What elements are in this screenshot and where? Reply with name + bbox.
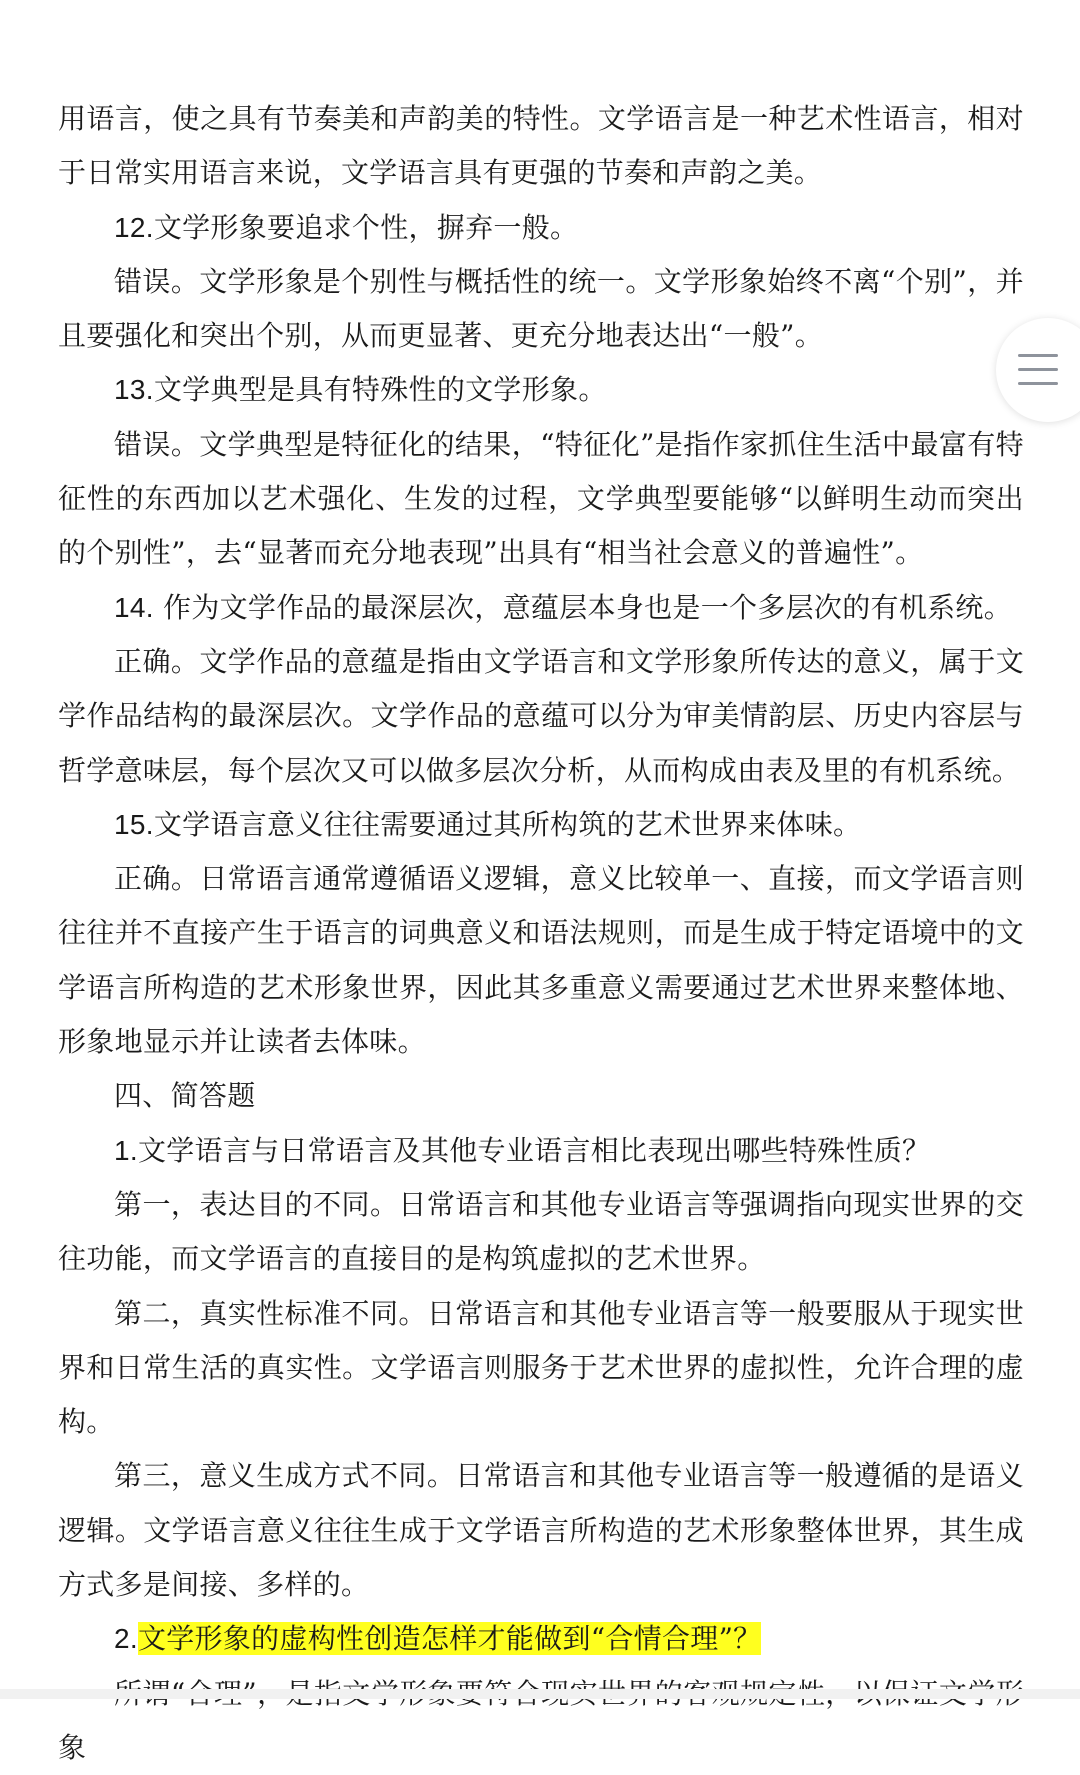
question-number: 1. [114,1134,138,1166]
paragraph-text: 用语言，使之具有节奏美和声韵美的特性。文学语言是一种艺术性语言，相对于日常实用语言来说，文学语言具有更强的节奏和声韵之美。 [58,102,1024,190]
question-text: 文学语言意义往往需要通过其所构筑的艺术世界来体味。 [153,807,862,841]
paragraph [58,92,1024,201]
question-number: 13. [114,374,154,406]
question-text: 作为文学作品的最深层次，意蕴层本身也是一个多层次的有机系统。 [153,590,1013,624]
answer-paragraph [58,1287,1024,1450]
question-item [58,363,1024,417]
answer-paragraph [58,255,1024,364]
highlighted-question-text: 文学形象的虚构性创造怎样才能做到“合情合理”？ [137,1622,762,1656]
question-number: 2. [114,1623,138,1655]
question-item [58,581,1024,635]
paragraph-text: 正确。日常语言通常遵循语义逻辑，意义比较单一、直接，而文学语言则往往并不直接产生于语言的词典意义和语法规则，而是生成于特定语境中的文学语言所构造的艺术形象世界，因此其多重意义需要通过艺术世界来整体地、形象地显示并让读者去体味。 [58,862,1024,1059]
paragraph-text: 第一，表达目的不同。日常语言和其他专业语言等强调指向现实世界的交往功能，而文学语言的直接目的是构筑虚拟的艺术世界。 [58,1187,1024,1276]
question-item [58,1124,1024,1178]
question-item [58,1612,1024,1666]
question-text: 文学典型是具有特殊性的文学形象。 [153,373,607,407]
paragraph-text: 第二，真实性标准不同。日常语言和其他专业语言等一般要服从于现实世界和日常生活的真实性。文学语言则服务于艺术世界的虚拟性，允许合理的虚构。 [58,1296,1024,1439]
answer-paragraph [58,852,1024,1069]
paragraph-text: 第三，意义生成方式不同。日常语言和其他专业语言等一般遵循的是语义逻辑。文学语言意义往往生成于文学语言所构造的艺术形象整体世界，其生成方式多是间接、多样的。 [58,1459,1024,1602]
section-heading [58,1069,1024,1123]
question-item [58,798,1024,852]
paragraph-text: 正确。文学作品的意蕴是指由文学语言和文学形象所传达的意义，属于文学作品结构的最深层次。文学作品的意蕴可以分为审美情韵层、历史内容层与哲学意味层，每个层次又可以做多层次分析，从而构成由表及里的有机系统。 [58,644,1024,787]
question-item [58,201,1024,255]
question-text: 文学形象要追求个性，摒弃一般。 [153,210,579,244]
answer-paragraph [58,1667,1024,1775]
question-number: 14. [114,591,154,623]
answer-paragraph [58,635,1024,798]
paragraph-text: 错误。文学形象是个别性与概括性的统一。文学形象始终不离“个别”，并且要强化和突出个别，从而更显著、更充分地表达出“一般”。 [58,264,1024,353]
answer-paragraph [58,1449,1024,1612]
question-number: 12. [114,211,154,243]
question-number: 15. [114,808,154,840]
bottom-divider [0,1689,1080,1699]
paragraph-text: 错误。文学典型是特征化的结果，“特征化”是指作家抓住生活中最富有特征性的东西加以艺术强化、生发的过程，文学典型要能够“以鲜明生动而突出的个别性”，去“显著而充分地表现”出具有“相当社会意义的普遍性”。 [58,427,1024,570]
answer-paragraph [58,1178,1024,1287]
answer-paragraph [58,418,1024,581]
question-text: 文学语言与日常语言及其他专业语言相比表现出哪些特殊性质？ [137,1133,931,1167]
section-heading-text: 四、简答题 [114,1079,256,1113]
paragraph-text: 象 [58,1730,87,1764]
